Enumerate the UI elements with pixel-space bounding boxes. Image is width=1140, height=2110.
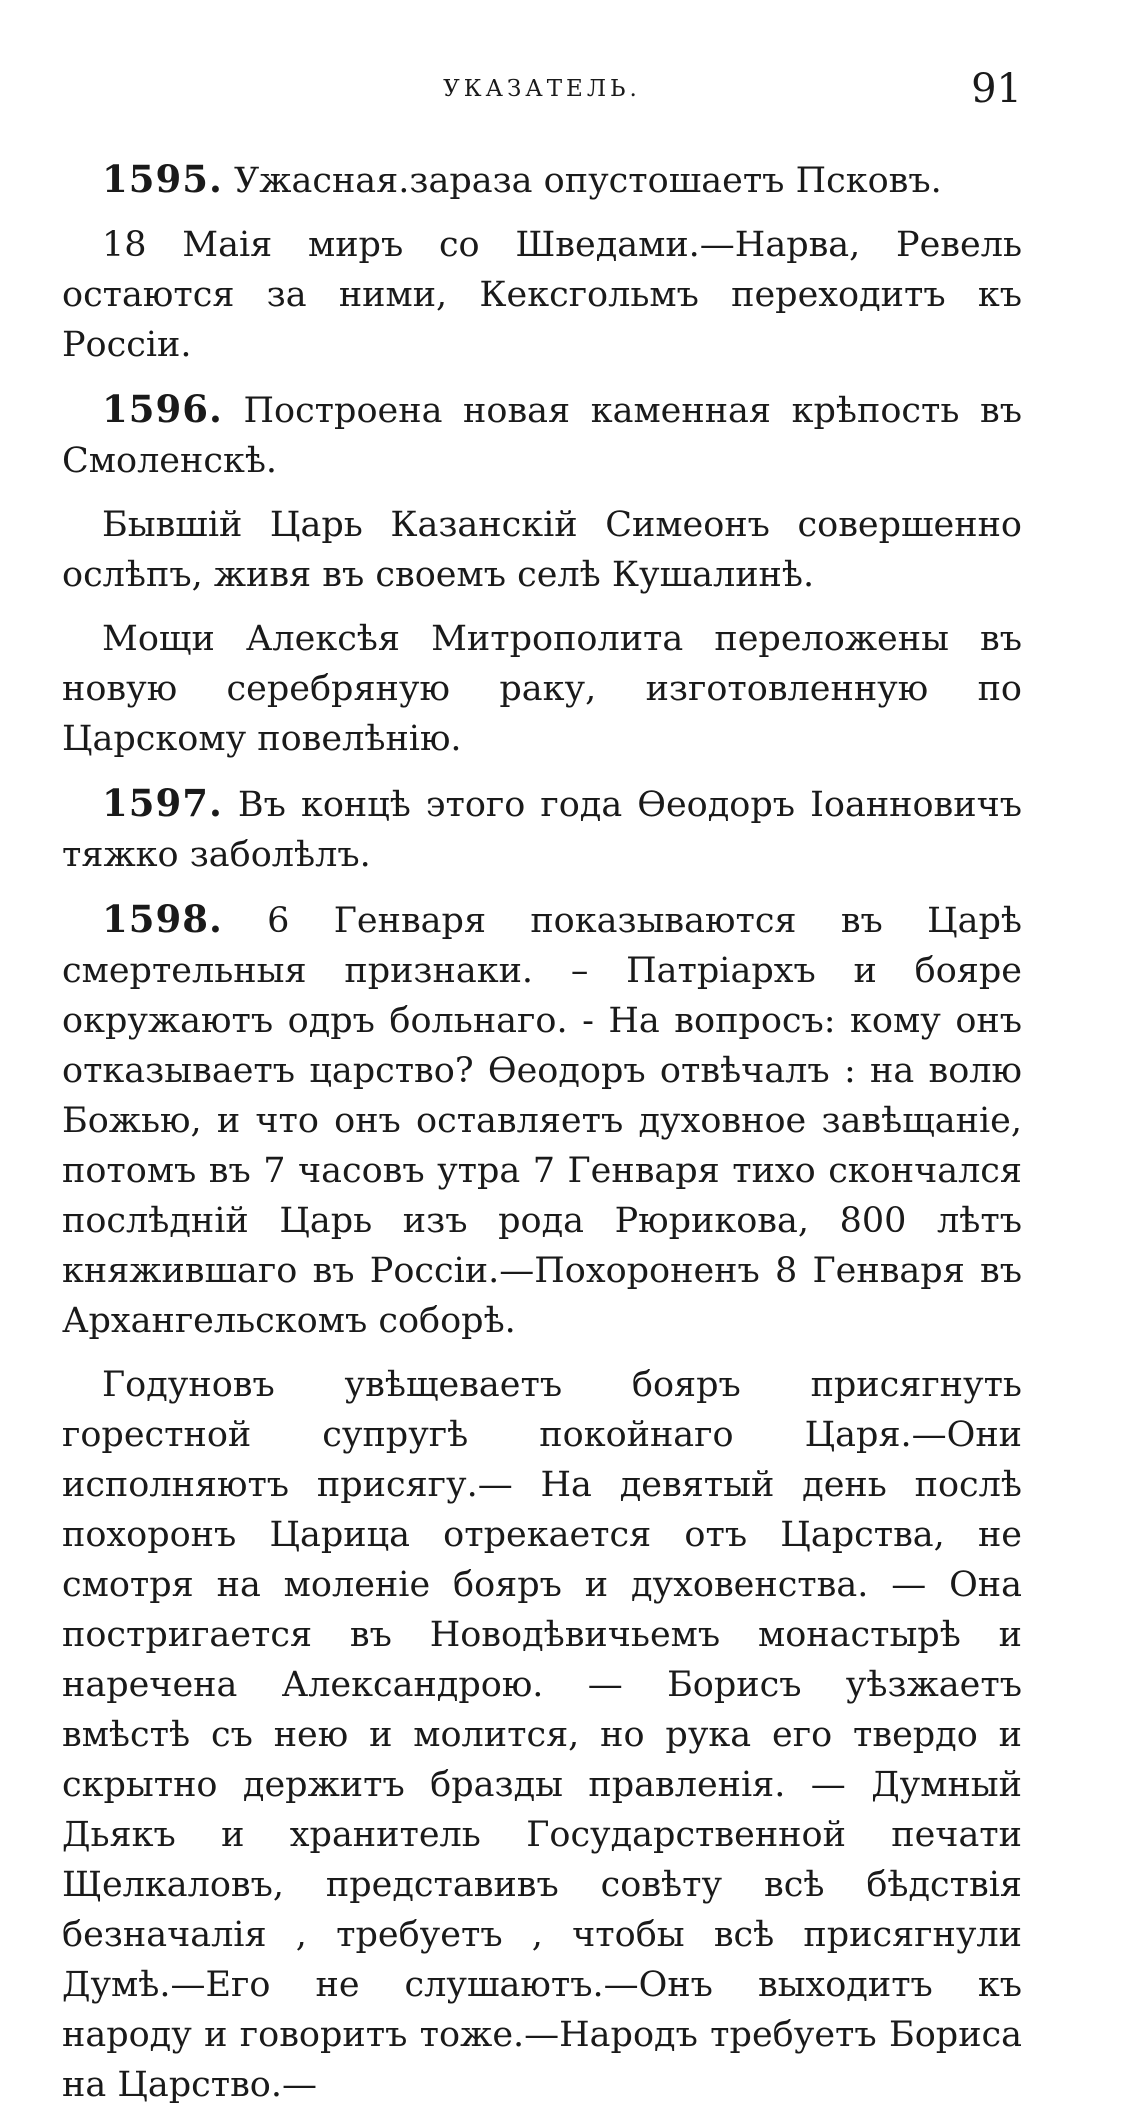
- entry-text: Въ концѣ этого года Өеодоръ Іоанновичъ тяжко заболѣлъ.: [62, 785, 1022, 875]
- entry-1595-plague: [62, 154, 1022, 206]
- year-label: 1598.: [102, 897, 223, 941]
- page-body: [62, 154, 1022, 2110]
- entry-text: Ужасная.зараза опустошаетъ Псковъ.: [222, 161, 942, 201]
- entry-1598-death: [62, 894, 1022, 1346]
- year-label: 1596.: [102, 387, 223, 431]
- running-head: УКАЗАТЕЛЬ.: [443, 76, 641, 102]
- entry-simeon-blind: [62, 500, 1022, 600]
- entry-1596-fortress: [62, 384, 1022, 486]
- entry-text: 6 Генваря показываются въ Царѣ смертельныя признаки. – Патріархъ и бояре окружаютъ одръ больнаго. - На вопросъ: кому онъ отказываетъ царство? Өеодоръ отвѣчалъ : на волю Божью, и что онъ оставляетъ духовное завѣщаніе, потомъ въ 7 часовъ утра 7 Генваря тихо скончался послѣдній Царь изъ рода Рюрикова, 800 лѣтъ княжившаго въ Россіи.—Похороненъ 8 Генваря въ Архангельскомъ соборѣ.: [62, 901, 1022, 1341]
- page-header: [62, 60, 1022, 116]
- entry-1597-illness: [62, 778, 1022, 880]
- entry-text: 18 Маія миръ со Шведами.—Нарва, Ревель остаются за ними, Кексгольмъ переходитъ къ Россіи.: [62, 225, 1022, 365]
- entry-godunov: [62, 1360, 1022, 2110]
- entry-text: Годуновъ увѣщеваетъ бояръ присягнуть горестной супругѣ покойнаго Царя.—Они исполняютъ присягу.— На девятый день послѣ похоронъ Царица отрекается отъ Царства, не смотря на моленіе бояръ и духовенства. — Она постригается въ Новодѣвичьемъ монастырѣ и наречена Александрою. — Борисъ уѣзжаетъ вмѣстѣ съ нею и молится, но рука его твердо и скрытно держитъ бразды правленія. — Думный Дьякъ и хранитель Государственной печати Щелкаловъ, представивъ совѣту всѣ бѣдствія безначалія , требуетъ , чтобы всѣ присягнули Думѣ.—Его не слушаютъ.—Онъ выходитъ къ народу и говоритъ тоже.—Народъ требуетъ Бориса на Царство.—: [62, 1365, 1022, 2105]
- entry-peace-with-swedes: [62, 220, 1022, 370]
- year-label: 1595.: [102, 157, 223, 201]
- entry-text: Бывшій Царь Казанскій Симеонъ совершенно ослѣпъ, живя въ своемъ селѣ Кушалинѣ.: [62, 505, 1022, 595]
- book-page: [62, 60, 1022, 2105]
- entry-text: Мощи Алексѣя Митрополита переложены въ новую серебряную раку, изготовленную по Царскому повелѣнію.: [62, 619, 1022, 759]
- page-number: 91: [971, 66, 1022, 112]
- entry-text: Построена новая каменная крѣпость въ Смоленскѣ.: [62, 391, 1022, 481]
- entry-relics-alexei: [62, 614, 1022, 764]
- year-label: 1597.: [102, 781, 223, 825]
